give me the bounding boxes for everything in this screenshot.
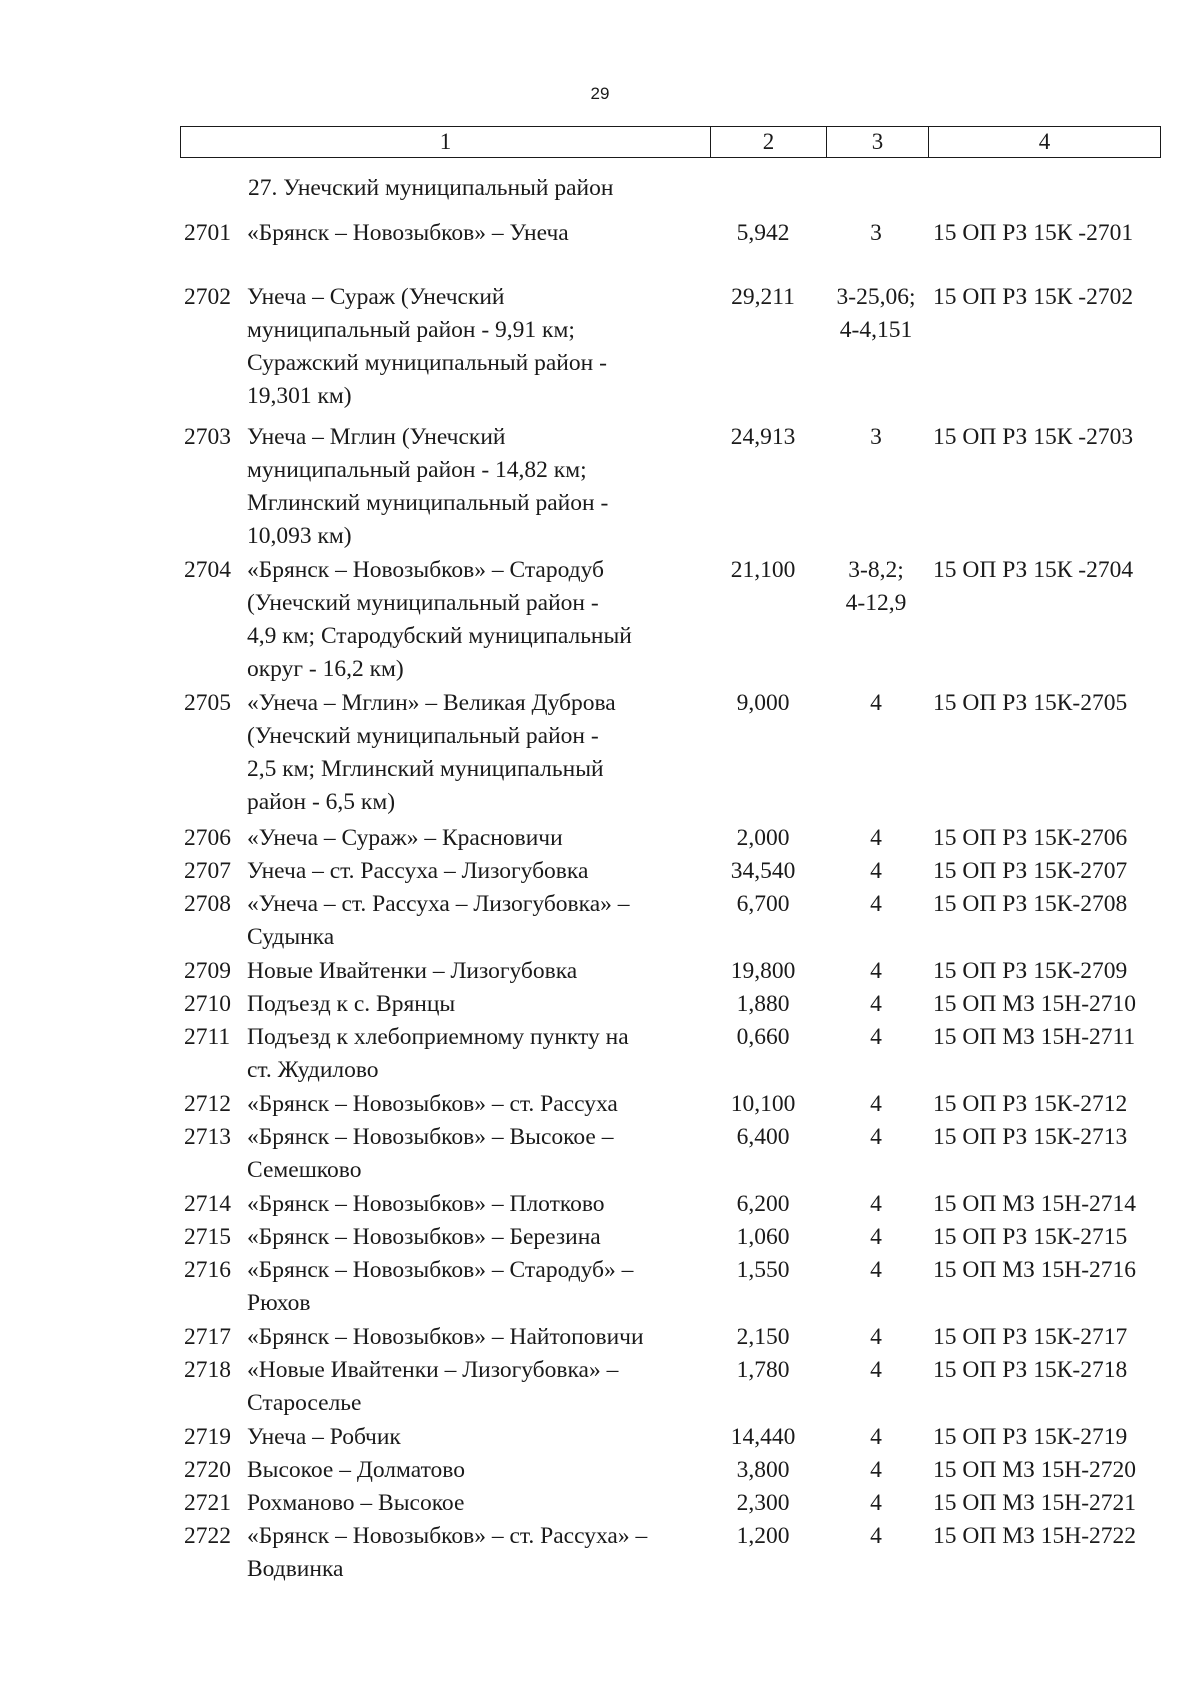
road-number: 2722: [184, 1523, 231, 1549]
road-length: 34,540: [730, 858, 796, 884]
road-number: 2708: [184, 891, 231, 917]
road-length: 1,200: [736, 1523, 790, 1549]
road-number: 2706: [184, 825, 231, 851]
road-name: «Брянск – Новозыбков» – ст. Рассуха» – Водвинка: [247, 1523, 648, 1582]
road-name: Подъезд к хлебоприемному пункту на ст. Жудилово: [247, 1024, 629, 1083]
road-category: 3-25,06; 4-4,151: [836, 284, 916, 343]
road-category: 4: [870, 991, 882, 1017]
road-name: «Брянск – Новозыбков» – ст. Рассуха: [247, 1091, 618, 1117]
road-number: 2710: [184, 991, 231, 1017]
road-code: 15 ОП МЗ 15Н-2710: [933, 991, 1137, 1017]
road-number: 2711: [184, 1024, 231, 1050]
road-category: 3: [870, 220, 882, 246]
header-col-2: 2: [711, 127, 827, 157]
road-code: 15 ОП МЗ 15Н-2714: [933, 1191, 1137, 1217]
road-category: 4: [870, 1224, 882, 1250]
road-number: 2716: [184, 1257, 231, 1283]
road-number: 2712: [184, 1091, 231, 1117]
road-length: 10,100: [730, 1091, 796, 1117]
road-name: Новые Ивайтенки – Лизогубовка: [247, 958, 578, 984]
road-category: 3-8,2; 4-12,9: [845, 557, 907, 616]
road-code: 15 ОП РЗ 15К-2712: [933, 1091, 1128, 1117]
road-number: 2713: [184, 1124, 231, 1150]
road-category: 4: [870, 690, 882, 716]
road-name: Унеча – Сураж (Унечский муниципальный район - 9,91 км; Суражский муниципальный район - 19,301 км): [247, 284, 607, 409]
road-name: «Новые Ивайтенки – Лизогубовка» – Староселье: [247, 1357, 619, 1416]
road-length: 6,400: [736, 1124, 790, 1150]
road-code: 15 ОП РЗ 15К -2704: [933, 557, 1134, 583]
road-category: 4: [870, 825, 882, 851]
road-name: «Брянск – Новозыбков» – Найтоповичи: [247, 1324, 644, 1350]
road-code: 15 ОП РЗ 15К-2713: [933, 1124, 1128, 1150]
road-length: 2,150: [736, 1324, 790, 1350]
road-code: 15 ОП РЗ 15К-2719: [933, 1424, 1128, 1450]
road-category: 3: [870, 424, 882, 450]
district-title: 27. Унечский муниципальный район: [248, 175, 614, 201]
road-name: Унеча – Мглин (Унечский муниципальный район - 14,82 км; Мглинский муниципальный район - 10,093 км): [247, 424, 609, 549]
road-length: 1,550: [736, 1257, 790, 1283]
road-name: «Брянск – Новозыбков» – Плотково: [247, 1191, 605, 1217]
road-category: 4: [870, 1324, 882, 1350]
road-name: «Брянск – Новозыбков» – Высокое – Семешково: [247, 1124, 614, 1183]
road-length: 19,800: [730, 958, 796, 984]
road-code: 15 ОП РЗ 15К-2706: [933, 825, 1128, 851]
road-category: 4: [870, 1523, 882, 1549]
road-category: 4: [870, 1357, 882, 1383]
road-length: 24,913: [730, 424, 796, 450]
header-col-4: 4: [1038, 129, 1051, 154]
road-code: 15 ОП РЗ 15К-2717: [933, 1324, 1128, 1350]
road-name: «Брянск – Новозыбков» – Березина: [247, 1224, 601, 1250]
road-code: 15 ОП МЗ 15Н-2716: [933, 1257, 1137, 1283]
road-name: «Унеча – ст. Рассуха – Лизогубовка» – Судынка: [247, 891, 630, 950]
road-code: 15 ОП РЗ 15К-2707: [933, 858, 1128, 884]
road-name: «Брянск – Новозыбков» – Стародуб» – Рюхов: [247, 1257, 634, 1316]
road-code: 15 ОП РЗ 15К -2702: [933, 284, 1134, 310]
road-number: 2707: [184, 858, 231, 884]
road-length: 29,211: [731, 284, 795, 310]
road-number: 2709: [184, 958, 231, 984]
road-length: 6,700: [736, 891, 790, 917]
road-category: 4: [870, 891, 882, 917]
road-number: 2705: [184, 690, 231, 716]
road-number: 2701: [184, 220, 231, 246]
road-name: Унеча – Робчик: [247, 1424, 401, 1450]
road-length: 6,200: [736, 1191, 790, 1217]
road-category: 4: [870, 858, 882, 884]
road-length: 2,300: [736, 1490, 790, 1516]
road-name: Высокое – Долматово: [247, 1457, 465, 1483]
road-name: Унеча – ст. Рассуха – Лизогубовка: [247, 858, 589, 884]
road-number: 2703: [184, 424, 231, 450]
road-length: 0,660: [736, 1024, 790, 1050]
page-number: 29: [590, 84, 610, 103]
road-code: 15 ОП МЗ 15Н-2721: [933, 1490, 1137, 1516]
road-name: Подъезд к с. Врянцы: [247, 991, 456, 1017]
header-col-1: 1: [181, 127, 711, 157]
road-length: 1,060: [736, 1224, 790, 1250]
road-name: «Брянск – Новозыбков» – Стародуб (Унечский муниципальный район - 4,9 км; Стародубский муниципальный округ - 16,2 км): [247, 557, 632, 682]
road-name: «Унеча – Сураж» – Красновичи: [247, 825, 563, 851]
road-length: 5,942: [736, 220, 790, 246]
road-number: 2715: [184, 1224, 231, 1250]
road-code: 15 ОП РЗ 15К-2715: [933, 1224, 1128, 1250]
road-category: 4: [870, 1424, 882, 1450]
road-number: 2719: [184, 1424, 231, 1450]
road-name: «Брянск – Новозыбков» – Унеча: [247, 220, 569, 246]
road-code: 15 ОП РЗ 15К-2705: [933, 690, 1128, 716]
road-category: 4: [870, 1457, 882, 1483]
road-category: 4: [870, 958, 882, 984]
road-code: 15 ОП РЗ 15К-2709: [933, 958, 1128, 984]
road-length: 2,000: [736, 825, 790, 851]
road-number: 2704: [184, 557, 231, 583]
road-category: 4: [870, 1191, 882, 1217]
road-name: Рохманово – Высокое: [247, 1490, 465, 1516]
road-category: 4: [870, 1490, 882, 1516]
road-code: 15 ОП МЗ 15Н-2720: [933, 1457, 1137, 1483]
road-length: 21,100: [730, 557, 796, 583]
road-length: 1,780: [736, 1357, 790, 1383]
road-number: 2718: [184, 1357, 231, 1383]
road-number: 2702: [184, 284, 231, 310]
road-code: 15 ОП РЗ 15К-2718: [933, 1357, 1128, 1383]
road-length: 1,880: [736, 991, 790, 1017]
road-code: 15 ОП РЗ 15К -2703: [933, 424, 1134, 450]
road-number: 2721: [184, 1490, 231, 1516]
road-number: 2717: [184, 1324, 231, 1350]
road-category: 4: [870, 1257, 882, 1283]
road-code: 15 ОП РЗ 15К -2701: [933, 220, 1134, 246]
road-category: 4: [870, 1091, 882, 1117]
road-category: 4: [870, 1024, 882, 1050]
road-number: 2714: [184, 1191, 231, 1217]
header-col-3: 3: [827, 127, 929, 157]
road-length: 14,440: [730, 1424, 796, 1450]
road-name: «Унеча – Мглин» – Великая Дуброва (Унечский муниципальный район - 2,5 км; Мглинский муниципальный район - 6,5 км): [247, 690, 616, 815]
road-code: 15 ОП МЗ 15Н-2722: [933, 1523, 1137, 1549]
road-length: 3,800: [736, 1457, 790, 1483]
road-code: 15 ОП МЗ 15Н-2711: [933, 1024, 1136, 1050]
road-code: 15 ОП РЗ 15К-2708: [933, 891, 1128, 917]
road-number: 2720: [184, 1457, 231, 1483]
road-category: 4: [870, 1124, 882, 1150]
road-length: 9,000: [736, 690, 790, 716]
